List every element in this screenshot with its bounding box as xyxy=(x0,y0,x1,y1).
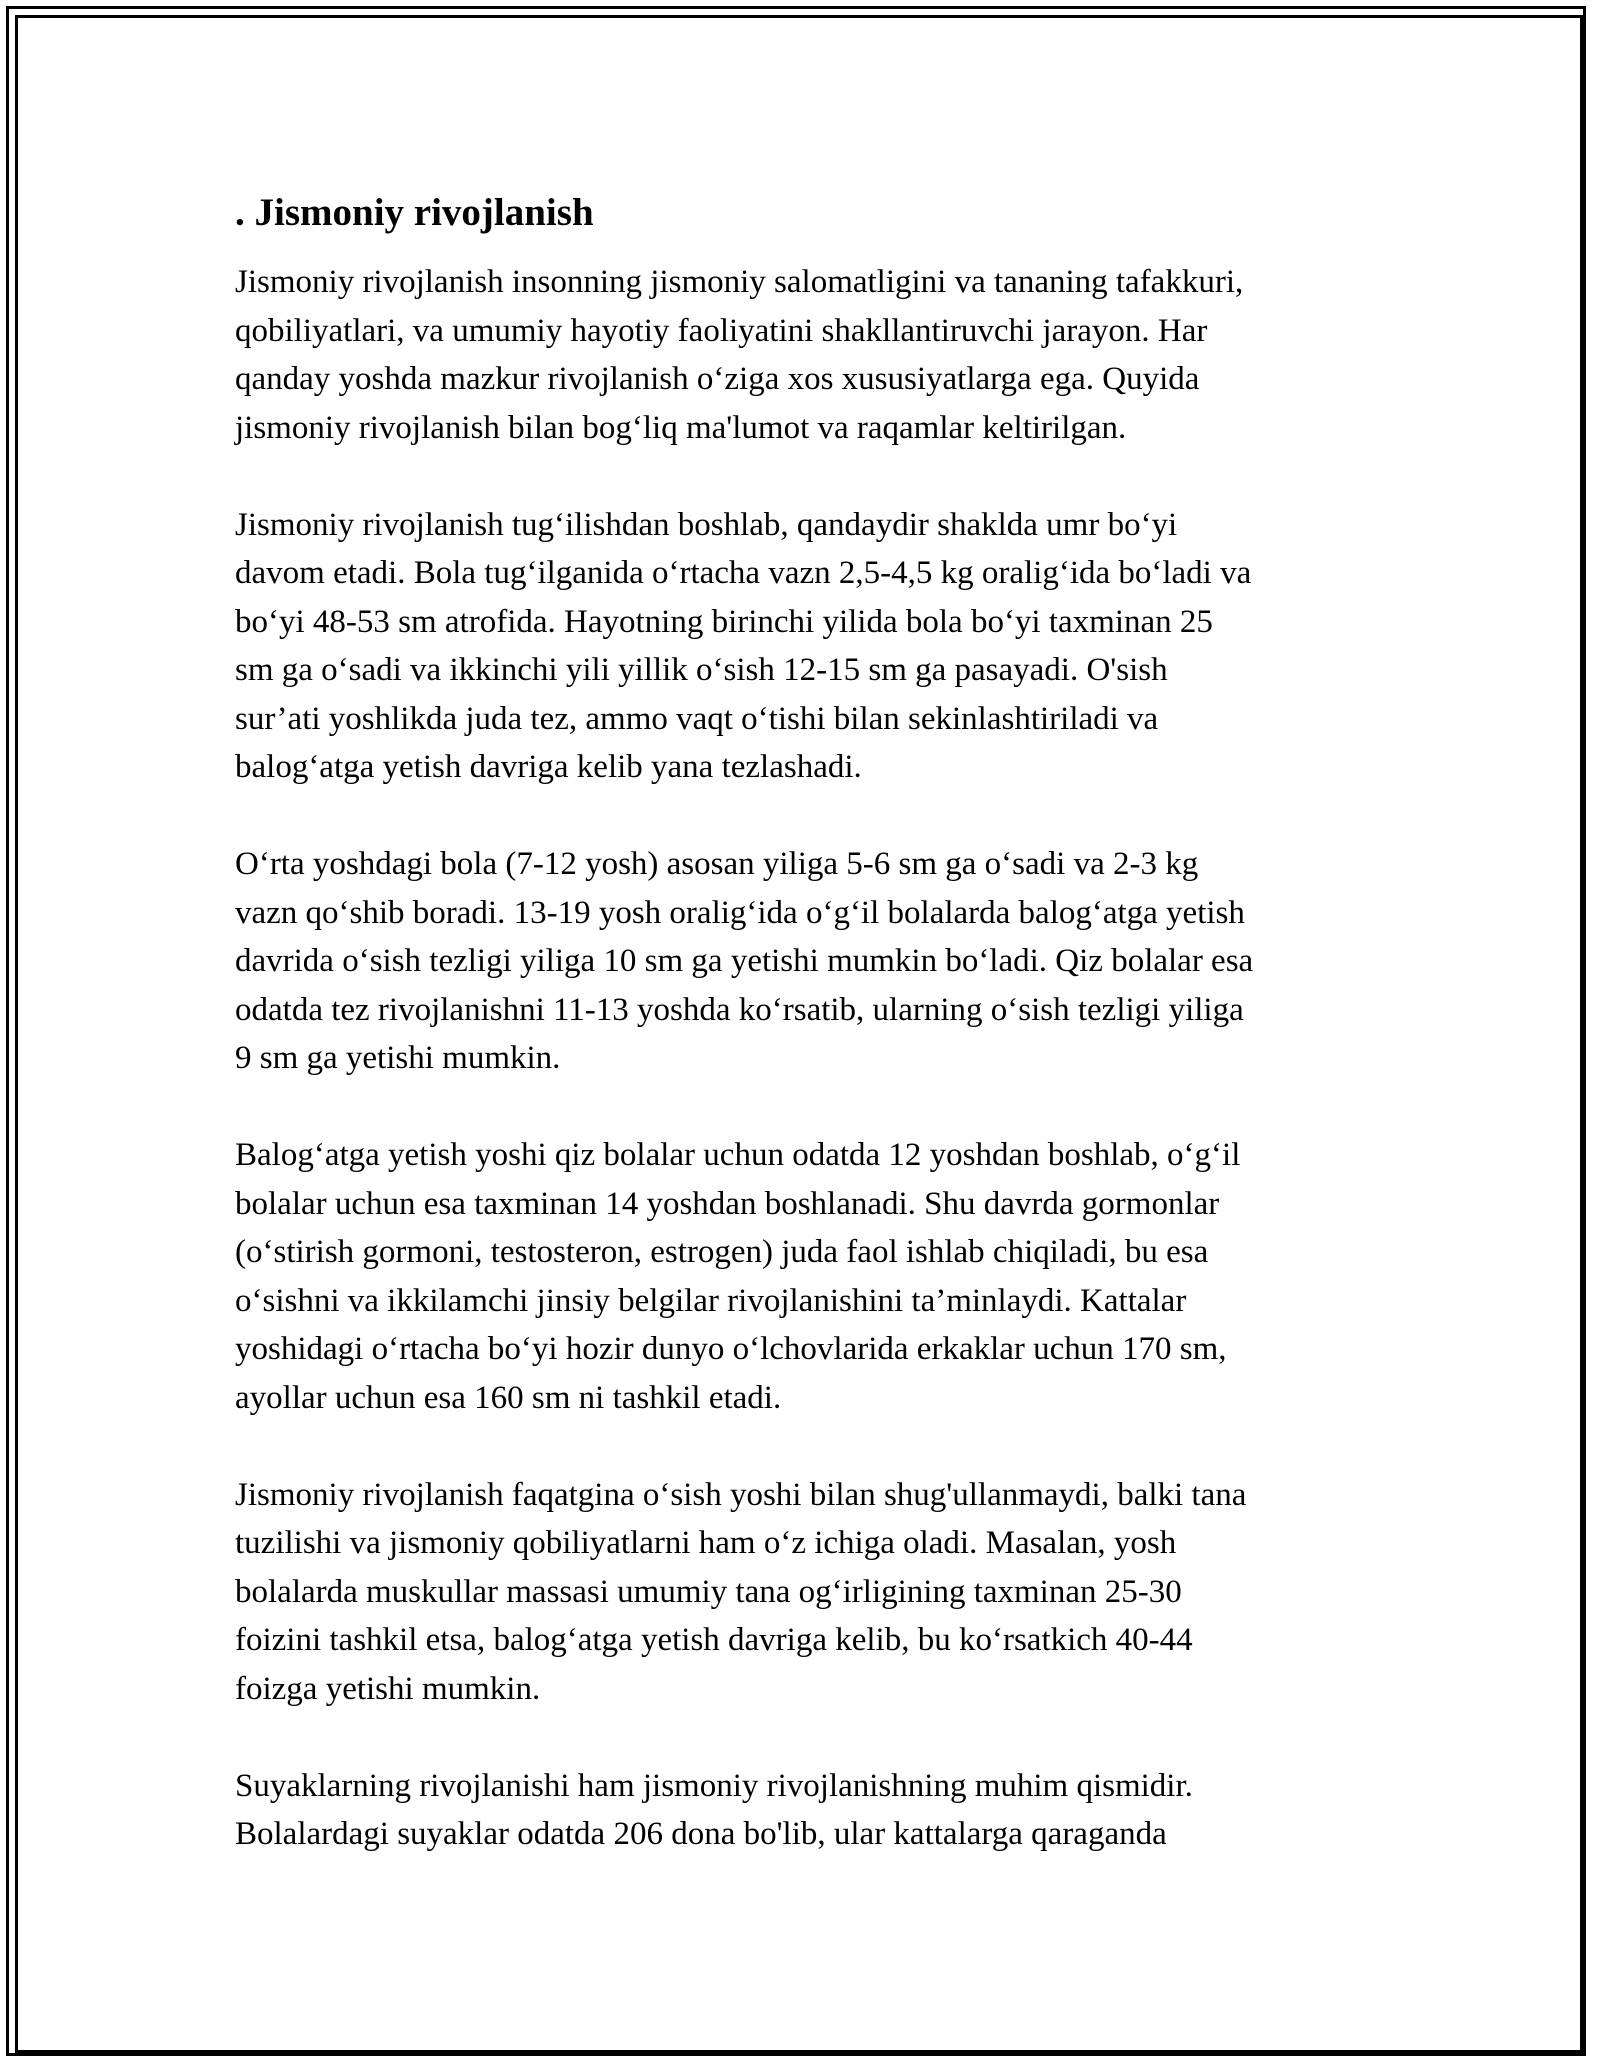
paragraph xyxy=(235,501,1380,792)
paragraph-line: ayollar uchun esa 160 sm ni tashkil etadi. xyxy=(235,1379,782,1416)
paragraph-line: sur’ati yoshlikda juda tez, ammo vaqt o‘tishi bilan sekinlashtiriladi va xyxy=(235,700,1159,737)
paragraph-line: foizini tashkil etsa, balog‘atga yetish davriga kelib, bu ko‘rsatkich 40-44 xyxy=(235,1622,1193,1658)
paragraph-line: jismoniy rivojlanish bilan bog‘liq ma'lumot va raqamlar keltirilgan. xyxy=(235,409,1127,446)
paragraph-line: Balog‘atga yetish yoshi qiz bolalar uchun odatda 12 yoshdan boshlab, o‘g‘il xyxy=(235,1137,1241,1173)
paragraph-line: Suyaklarning rivojlanishi ham jismoniy rivojlanishning muhim qismidir. xyxy=(235,1767,1193,1804)
paragraph xyxy=(235,1762,1380,1859)
paragraph-line: foizga yetishi mumkin. xyxy=(235,1670,541,1707)
document-body xyxy=(235,186,1380,1907)
paragraph xyxy=(235,258,1380,452)
paragraph xyxy=(235,1471,1380,1714)
paragraph-line: yoshidagi o‘rtacha bo‘yi hozir dunyo o‘lchovlarida erkaklar uchun 170 sm, xyxy=(235,1331,1227,1367)
paragraph-line: O‘rta yoshdagi bola (7-12 yosh) asosan yiliga 5-6 sm ga o‘sadi va 2-3 kg xyxy=(235,846,1199,882)
paragraph-line: Jismoniy rivojlanish tug‘ilishdan boshlab, qandaydir shaklda umr bo‘yi xyxy=(235,506,1178,543)
paragraph xyxy=(235,840,1380,1083)
paragraph-line: (o‘stirish gormoni, testosteron, estrogen) juda faol ishlab chiqiladi, bu esa xyxy=(235,1234,1209,1270)
paragraph-line: bolalarda muskullar massasi umumiy tana og‘irligining taxminan 25-30 xyxy=(235,1573,1182,1610)
paragraph-line: tuzilishi va jismoniy qobiliyatlarni ham o‘z ichiga oladi. Masalan, yosh xyxy=(235,1525,1177,1561)
paragraph-line: Jismoniy rivojlanish faqatgina o‘sish yoshi bilan shug'ullanmaydi, balki tana xyxy=(235,1476,1247,1513)
paragraph-line: bolalar uchun esa taxminan 14 yoshdan boshlanadi. Shu davrda gormonlar xyxy=(235,1185,1220,1222)
section-heading: . Jismoniy rivojlanish xyxy=(235,191,594,234)
paragraph-line: sm ga o‘sadi va ikkinchi yili yillik o‘sish 12-15 sm ga pasayadi. O'sish xyxy=(235,652,1168,688)
paragraph-line: 9 sm ga yetishi mumkin. xyxy=(235,1040,561,1076)
paragraph-line: davrida o‘sish tezligi yiliga 10 sm ga yetishi mumkin bo‘ladi. Qiz bolalar esa xyxy=(235,943,1254,979)
paragraph-line: Jismoniy rivojlanish insonning jismoniy salomatligini va tananing tafakkuri, xyxy=(235,264,1244,300)
paragraph-line: qanday yoshda mazkur rivojlanish o‘ziga xos xususiyatlarga ega. Quyida xyxy=(235,361,1200,397)
paragraph xyxy=(235,1131,1380,1422)
paragraph-line: davom etadi. Bola tug‘ilganida o‘rtacha vazn 2,5-4,5 kg oralig‘ida bo‘ladi va xyxy=(235,555,1252,591)
paragraph-line: o‘sishni va ikkilamchi jinsiy belgilar rivojlanishini ta’minlaydi. Kattalar xyxy=(235,1282,1187,1319)
paragraphs-container xyxy=(235,258,1380,1859)
paragraph-line: balog‘atga yetish davriga kelib yana tezlashadi. xyxy=(235,749,862,785)
paragraph-line: vazn qo‘shib boradi. 13-19 yosh oralig‘ida o‘g‘il bolalarda balog‘atga yetish xyxy=(235,894,1245,931)
paragraph-line: odatda tez rivojlanishni 11-13 yoshda ko‘rsatib, ularning o‘sish tezligi yiliga xyxy=(235,991,1244,1028)
paragraph-line: bo‘yi 48-53 sm atrofida. Hayotning birinchi yilida bola bo‘yi taxminan 25 xyxy=(235,603,1213,640)
paragraph-line: qobiliyatlari, va umumiy hayotiy faoliyatini shakllantiruvchi jarayon. Har xyxy=(235,312,1208,349)
paragraph-line: Bolalardagi suyaklar odatda 206 dona bo'lib, ular kattalarga qaraganda xyxy=(235,1816,1167,1852)
